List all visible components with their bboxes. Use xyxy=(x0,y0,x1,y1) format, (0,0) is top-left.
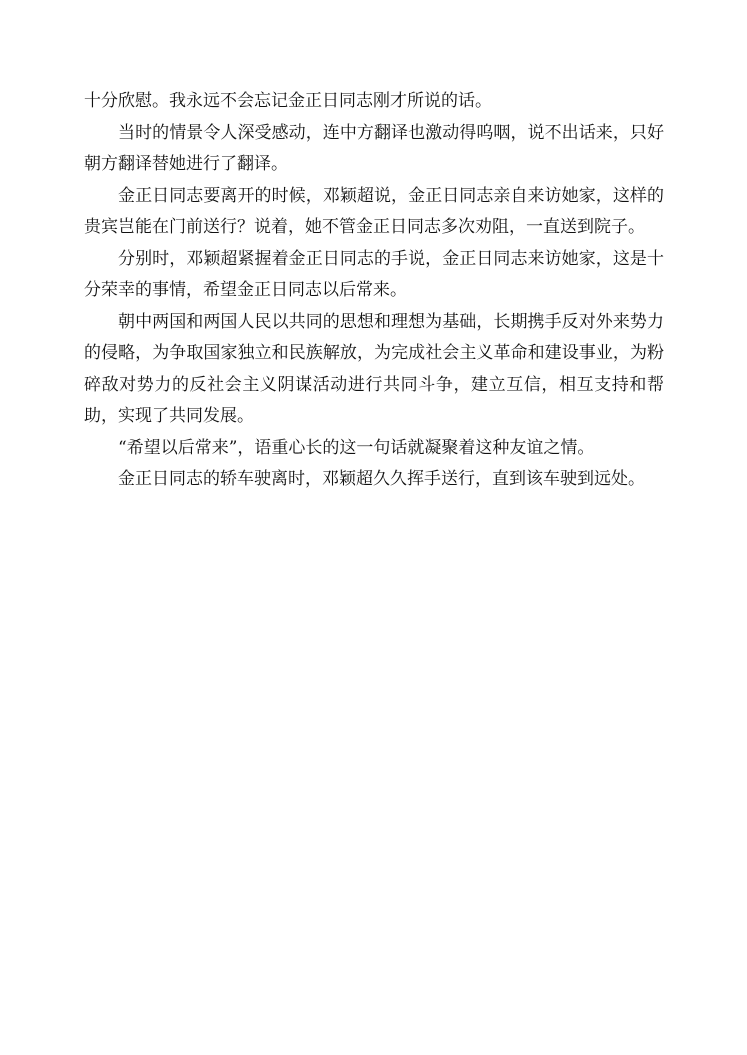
paragraph-departure: 金正日同志要离开的时候，邓颖超说，金正日同志亲自来访她家，这样的贵宾岂能在门前送行？说着，她不管金正日同志多次劝阻，一直送到院子。 xyxy=(84,185,664,237)
paragraph-quote: “希望以后常来”，语重心长的这一句话就凝聚着这种友谊之情。 xyxy=(118,437,595,458)
paragraph-continuation: 十分欣慰。我永远不会忘记金正日同志刚才所说的话。 xyxy=(84,91,492,111)
paragraph-translation: 当时的情景令人深受感动，连中方翻译也激动得呜咽，说不出话来，只好朝方翻译替她进行了翻译。 xyxy=(84,122,664,174)
paragraph-car-departure: 金正日同志的轿车驶离时，邓颖超久久挥手送行，直到该车驶到远处。 xyxy=(118,469,645,489)
paragraph-friendship: 朝中两国和两国人民以共同的思想和理想为基础，长期携手反对外来势力的侵略，为争取国家独立和民族解放，为完成社会主义革命和建设事业，为粉碎敌对势力的反社会主义阴谋活动进行共同斗争，建立互信，相互支持和帮助，实现了共同发展。 xyxy=(84,311,664,426)
document-body xyxy=(84,86,664,496)
paragraph-farewell: 分别时，邓颖超紧握着金正日同志的手说，金正日同志来访她家，这是十分荣幸的事情，希望金正日同志以后常来。 xyxy=(84,248,664,300)
